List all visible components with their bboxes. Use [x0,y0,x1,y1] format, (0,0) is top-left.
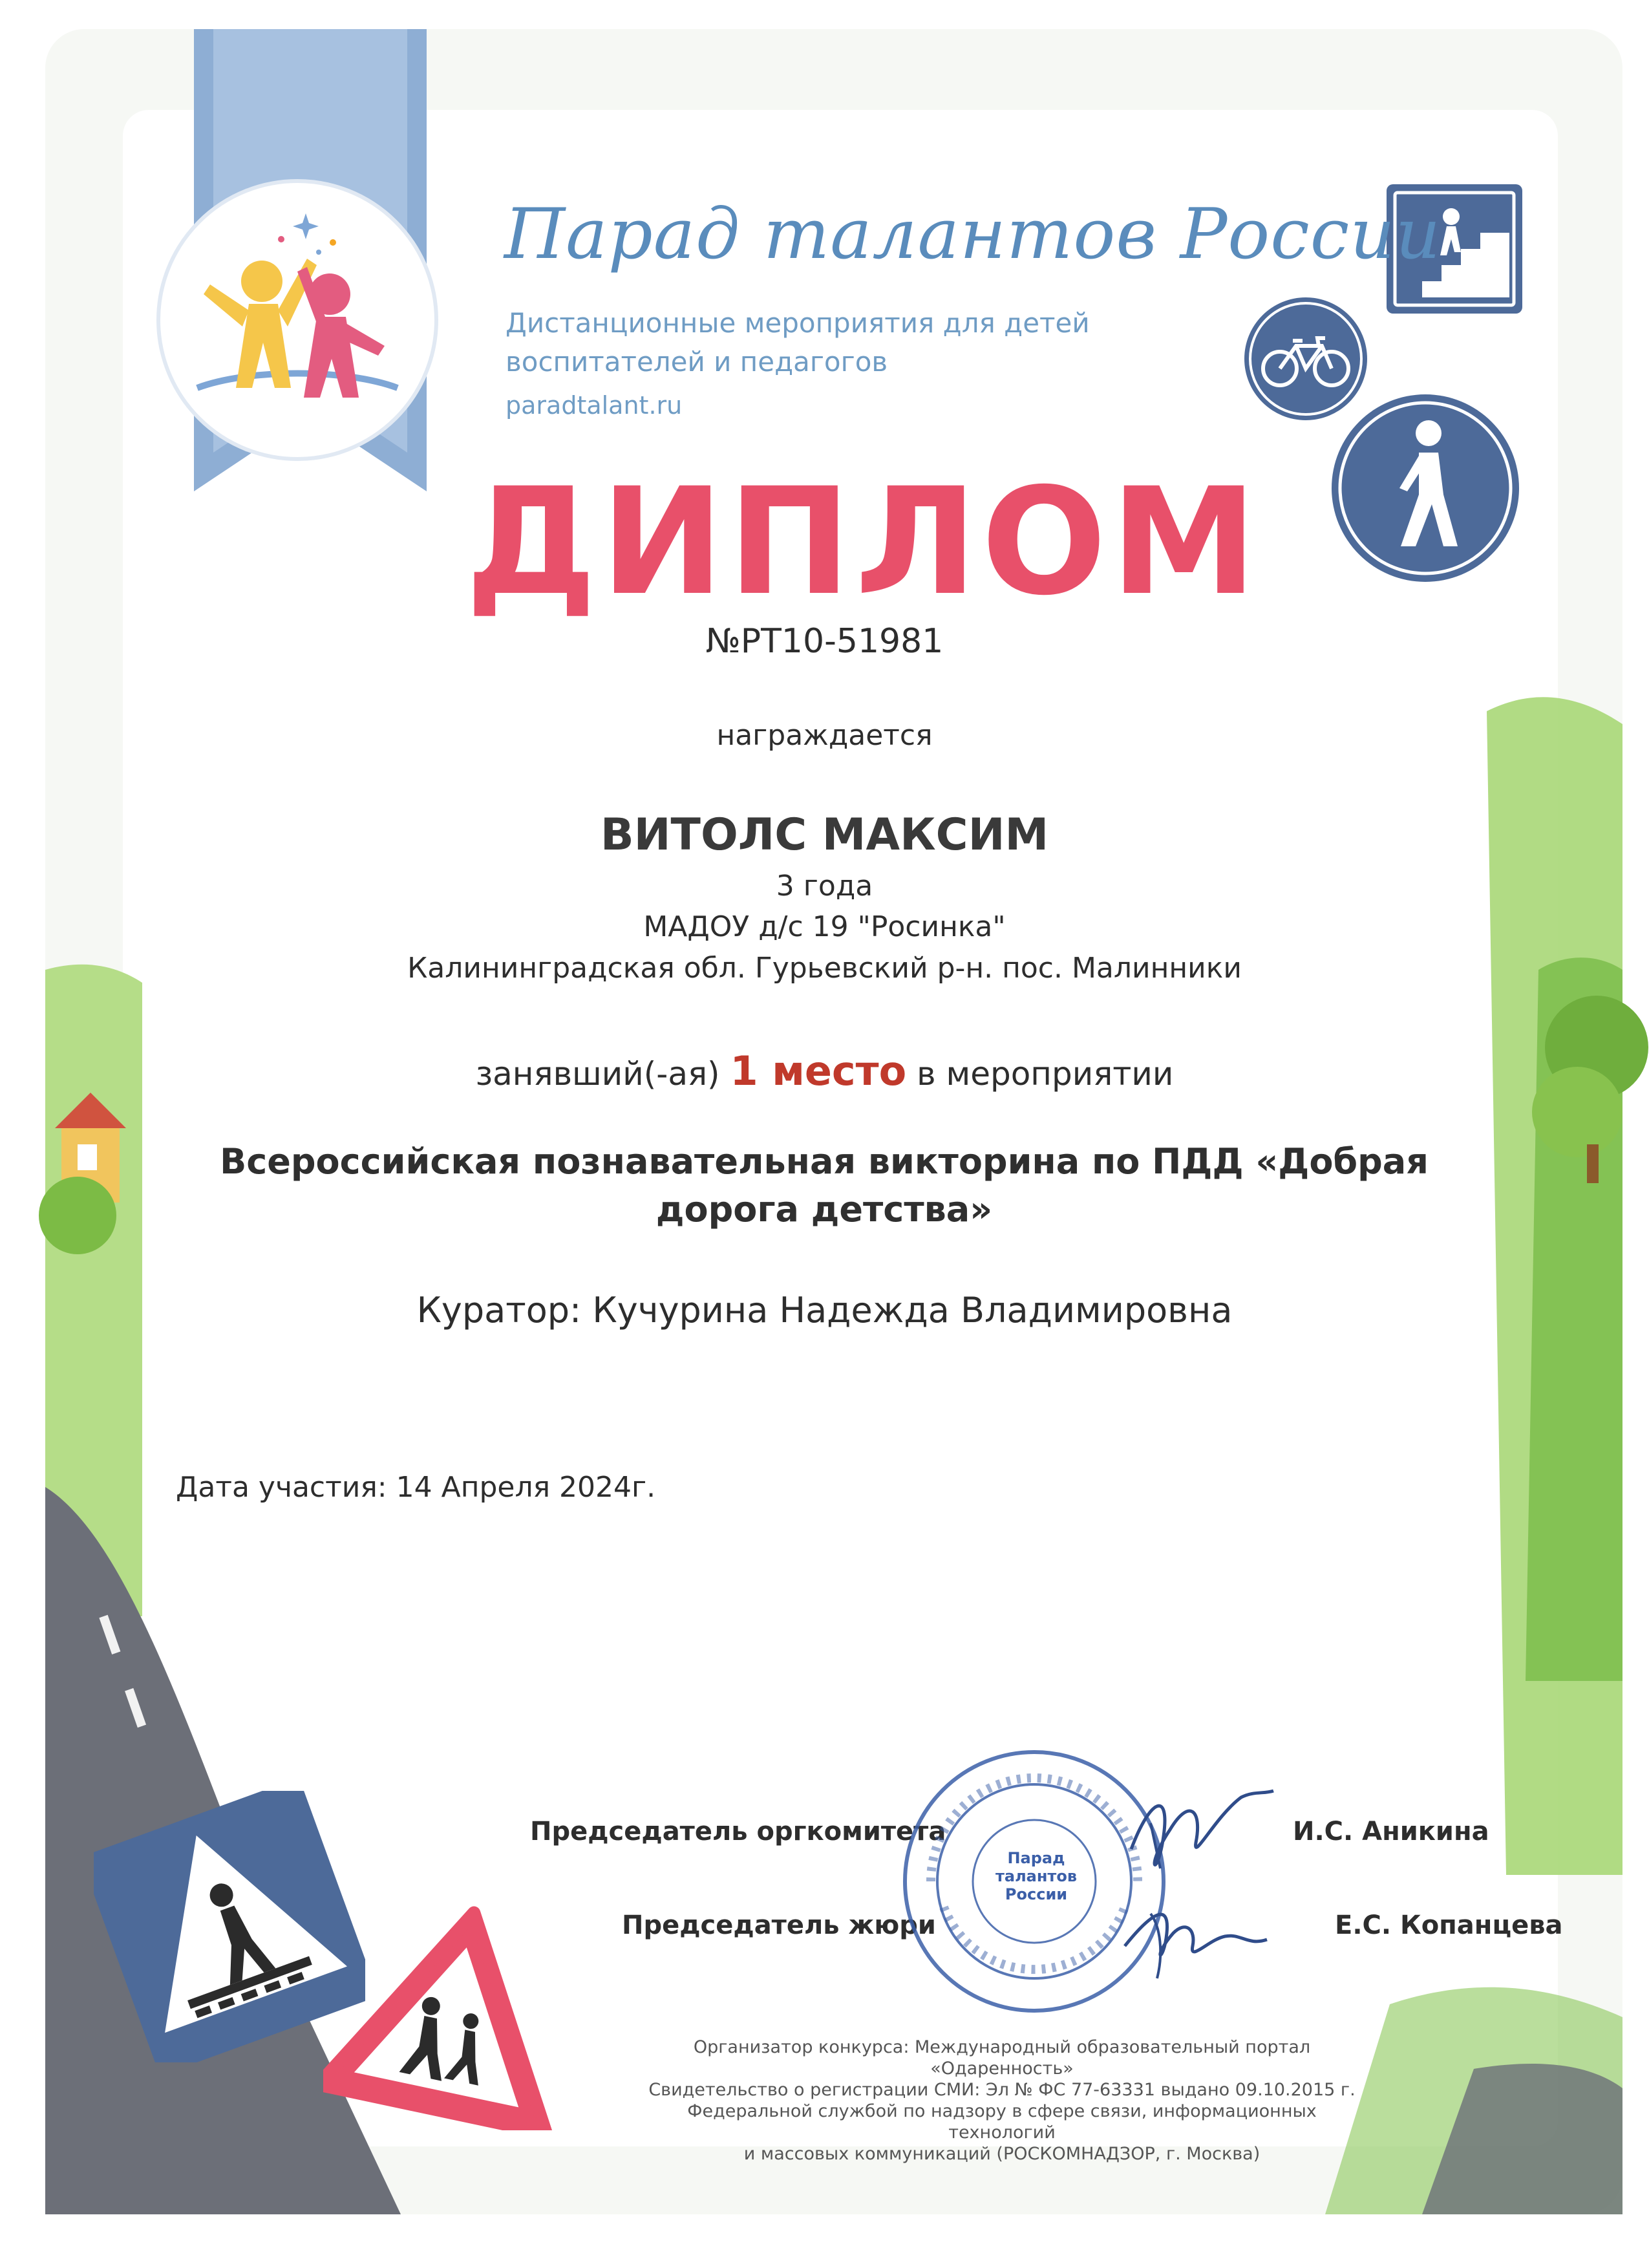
awarded-text: награждается [716,719,933,752]
signature-name-jury: Е.С. Копанцева [1335,1910,1563,1940]
children-warning-sign-icon [323,1898,582,2130]
signature-role-orgcommittee: Председатель оргкомитета [530,1817,946,1846]
footer-line: и массовых коммуникаций (РОСКОМНАДЗОР, г. Москва) [743,2144,1261,2164]
diploma-title: ДИПЛОМ [465,456,1261,628]
signature-role-jury: Председатель жюри [622,1910,936,1940]
logo-children-icon [152,175,443,465]
organization-subtitle-line2: воспитателей и педагогов [505,346,888,378]
pedestrian-sign-icon [1328,391,1522,585]
awardee-location: Калининградская обл. Гурьевский р-н. пос. Малинники [407,952,1242,985]
awardee-name: ВИТОЛС МАКСИМ [600,809,1049,861]
diploma-number: №РТ10-51981 [705,622,944,661]
place-suffix: в мероприятии [917,1055,1174,1093]
footer-line: Свидетельство о регистрации СМИ: Эл № ФС 77-63331 выдано 09.10.2015 г. [648,2080,1356,2100]
signature-name-orgcommittee: И.С. Аникина [1293,1817,1489,1846]
place-line [0,1047,1649,1095]
stamp-center-text: Парад талантов России [995,1849,1078,1903]
awardee-institution: МАДОУ д/с 19 "Росинка" [643,910,1006,943]
organization-website: paradtalant.ru [505,391,683,420]
place-value: 1 место [730,1047,907,1095]
footer-line: Организатор конкурса: Международный образовательный портал «Одаренность» [693,2037,1311,2079]
awardee-age: 3 года [776,870,873,903]
participation-date: Дата участия: 14 Апреля 2024г. [176,1471,656,1504]
curator: Куратор: Кучурина Надежда Владимировна [416,1290,1233,1331]
footer-organizer-info [646,2037,1357,2165]
place-prefix: занявший(-ая) [475,1055,720,1093]
footer-line: Федеральной службой по надзору в сфере связи, информационных технологий [687,2101,1317,2143]
organization-subtitle-line1: Дистанционные мероприятия для детей [505,307,1090,339]
handwritten-signatures [1112,1771,1280,2004]
event-name: Всероссийская познавательная викторина по ПДД «Добрая дорога детства» [220,1141,1429,1230]
organization-title: Парад талантов России [504,194,1442,275]
